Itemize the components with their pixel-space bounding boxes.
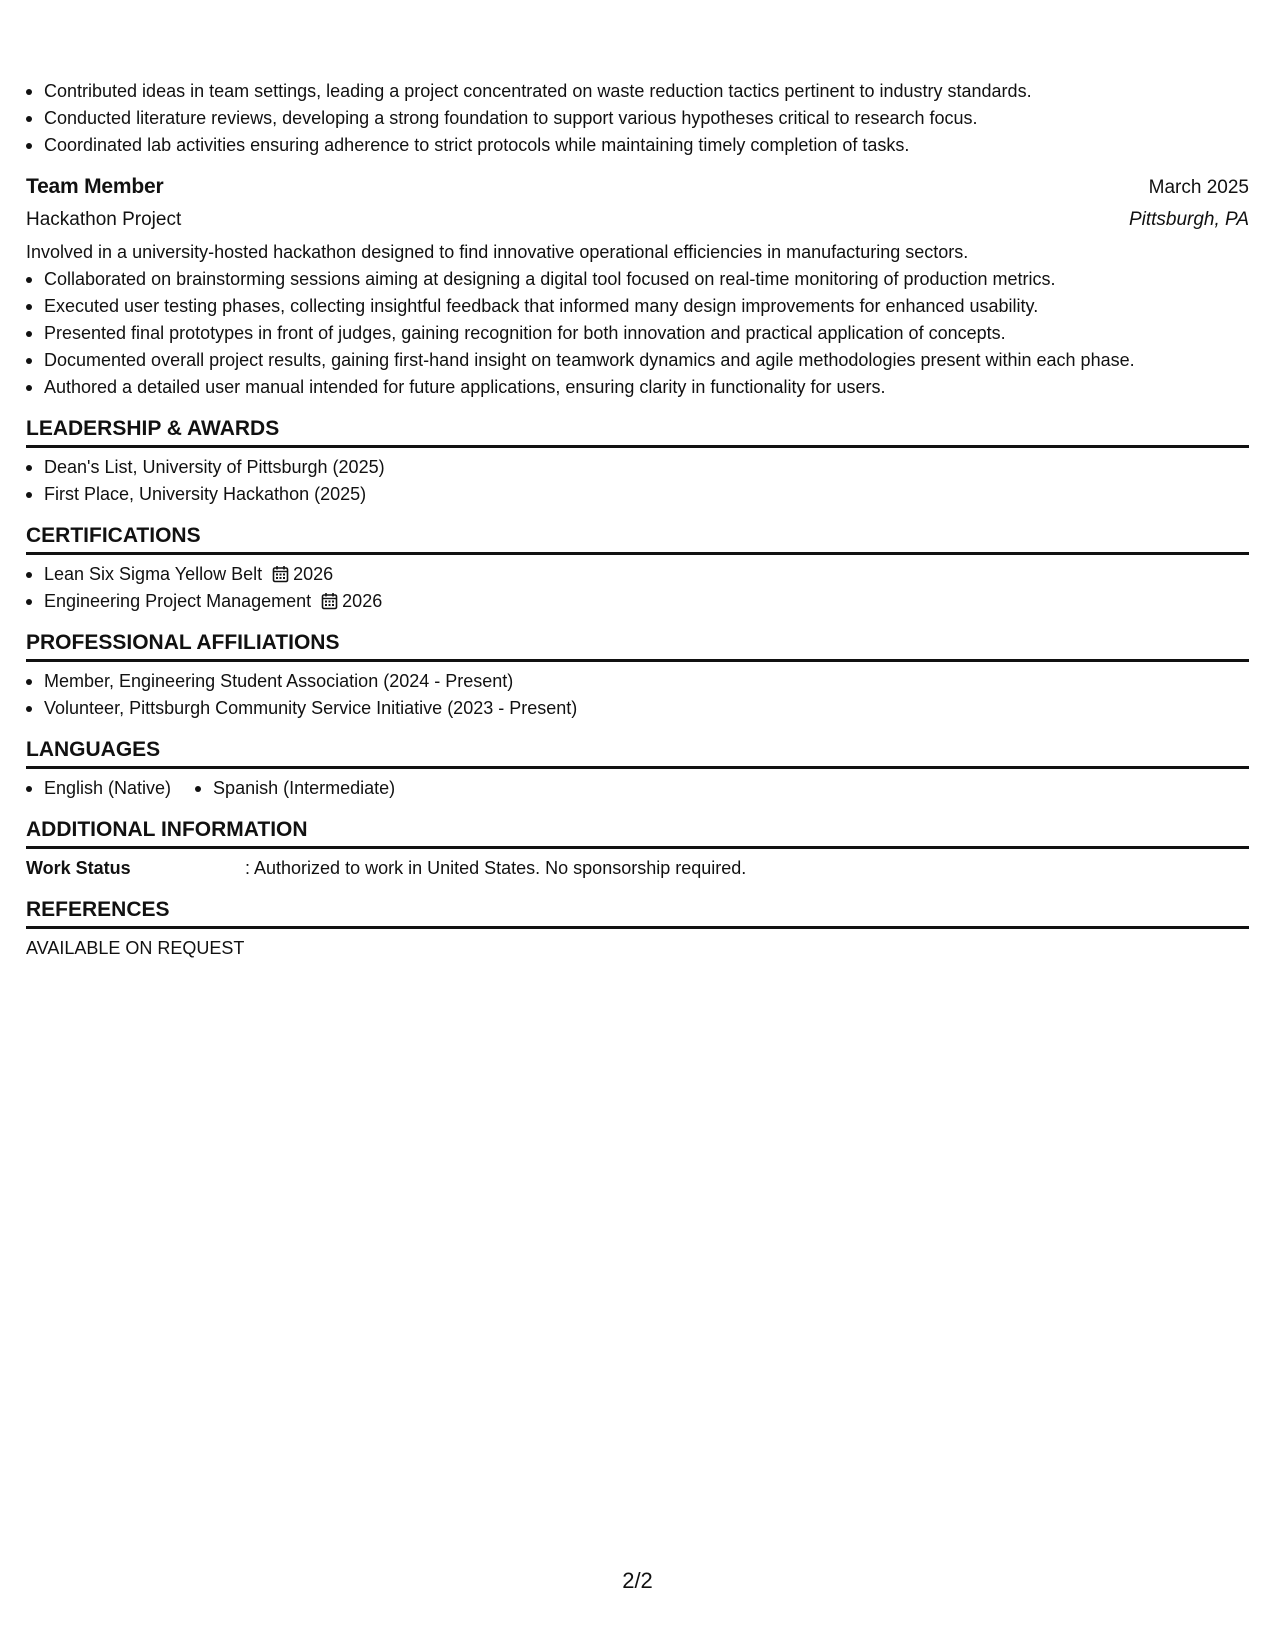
section-divider (26, 926, 1249, 929)
job-title: Team Member (26, 175, 164, 198)
section-title: REFERENCES (26, 898, 170, 921)
resume-page (26, 78, 1249, 962)
job-header (26, 171, 1249, 204)
additional-info-section (26, 816, 1249, 882)
job-date: March 2025 (1148, 177, 1249, 198)
job-organization: Hackathon Project (26, 209, 182, 230)
certifications-list (26, 561, 1249, 615)
job-description: Involved in a university-hosted hackathon designed to find innovative operational efficiencies in manufacturing sectors. (26, 242, 969, 262)
list-item: Collaborated on brainstorming sessions aiming at designing a digital tool focused on real-time monitoring of production metrics. (26, 266, 1249, 293)
section-title: LEADERSHIP & AWARDS (26, 417, 280, 440)
section-divider (26, 552, 1249, 555)
list-item: Member, Engineering Student Association (2024 - Present) (26, 668, 1249, 695)
work-status-row (26, 855, 1249, 882)
affiliations-section (26, 629, 1249, 722)
affiliations-list (26, 668, 1249, 722)
list-item (26, 588, 1249, 615)
job-bullets (26, 266, 1249, 401)
list-item (26, 561, 1249, 588)
work-status-value: : Authorized to work in United States. No sponsorship required. (245, 858, 747, 878)
certification-year: 2026 (342, 591, 383, 611)
list-item: Dean's List, University of Pittsburgh (2025) (26, 454, 1249, 481)
list-item: Documented overall project results, gaining first-hand insight on teamwork dynamics and agile methodologies present within each phase. (26, 347, 1249, 374)
list-item: Volunteer, Pittsburgh Community Service Initiative (2023 - Present) (26, 695, 1249, 722)
references-section (26, 896, 1249, 962)
section-title: ADDITIONAL INFORMATION (26, 818, 308, 841)
list-item: Contributed ideas in team settings, leading a project concentrated on waste reduction tactics pertinent to industry standards. (26, 78, 1249, 105)
list-item: Coordinated lab activities ensuring adherence to strict protocols while maintaining timely completion of tasks. (26, 132, 1249, 159)
job-subheader (26, 204, 1249, 236)
section-divider (26, 846, 1249, 849)
job-location: Pittsburgh, PA (1128, 209, 1249, 230)
certification-name: Engineering Project Management (44, 591, 312, 611)
languages-list (26, 775, 1249, 802)
job-entry (26, 171, 1249, 401)
certification-year: 2026 (293, 564, 334, 584)
list-item: English (Native) (26, 775, 171, 802)
page-number: 2/2 (622, 1568, 653, 1593)
section-title: CERTIFICATIONS (26, 524, 201, 547)
languages-section (26, 736, 1249, 802)
work-status-label: Work Status (26, 858, 131, 878)
calendar-icon (321, 592, 338, 610)
certifications-section (26, 522, 1249, 615)
section-divider (26, 659, 1249, 662)
certification-name: Lean Six Sigma Yellow Belt (44, 564, 263, 584)
list-item: Authored a detailed user manual intended for future applications, ensuring clarity in functionality for users. (26, 374, 1249, 401)
section-divider (26, 766, 1249, 769)
leadership-section (26, 415, 1249, 508)
calendar-icon (272, 565, 289, 583)
leadership-list (26, 454, 1249, 508)
list-item: Presented final prototypes in front of judges, gaining recognition for both innovation and practical application of concepts. (26, 320, 1249, 347)
section-title: LANGUAGES (26, 738, 161, 761)
list-item: Spanish (Intermediate) (195, 775, 395, 802)
list-item: Executed user testing phases, collecting insightful feedback that informed many design improvements for enhanced usability. (26, 293, 1249, 320)
list-item: First Place, University Hackathon (2025) (26, 481, 1249, 508)
experience-continued-list (26, 78, 1249, 159)
section-title: PROFESSIONAL AFFILIATIONS (26, 631, 340, 654)
references-text: AVAILABLE ON REQUEST (26, 938, 245, 958)
section-divider (26, 445, 1249, 448)
list-item: Conducted literature reviews, developing a strong foundation to support various hypotheses critical to research focus. (26, 105, 1249, 132)
